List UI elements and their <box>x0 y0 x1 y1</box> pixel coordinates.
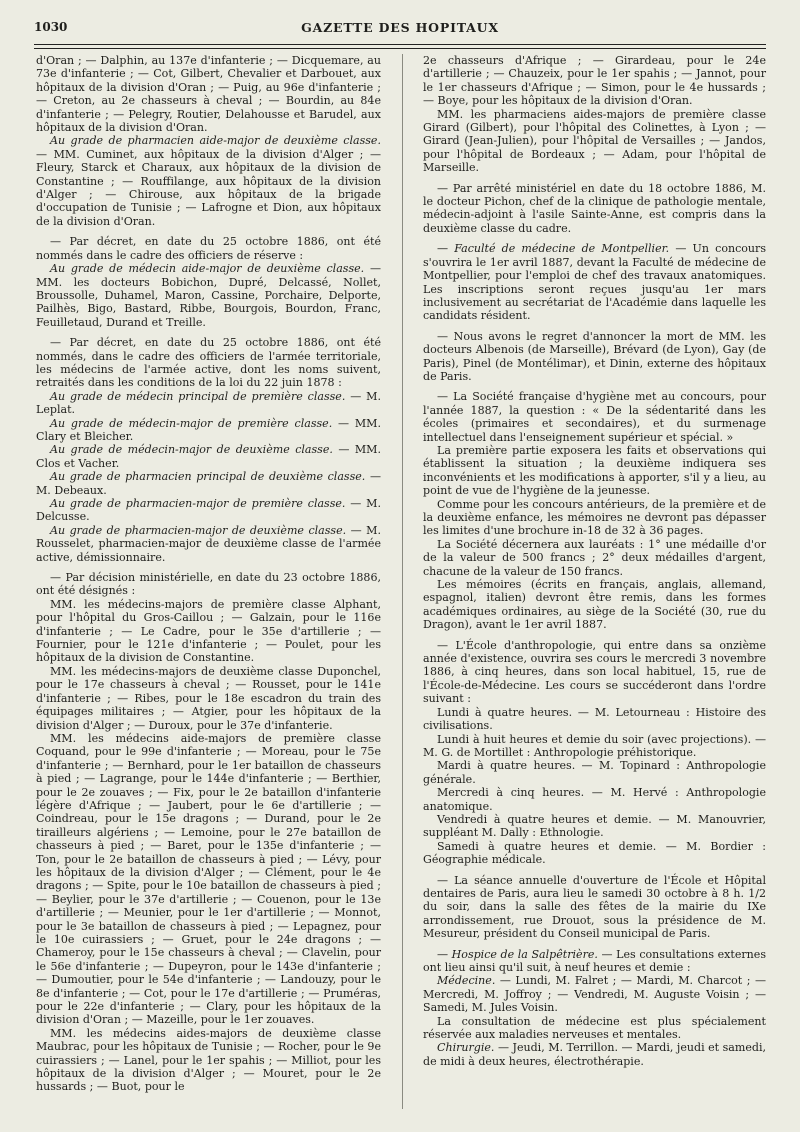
paragraph <box>423 1015 766 1042</box>
paragraph <box>423 498 766 538</box>
paragraph <box>36 598 381 665</box>
paragraph-text: — Nous avons le regret d'annoncer la mort de MM. les docteurs Albenois (de Marseille), Brévard (de Lyon), Gay (de Paris), Pinel (de Montélimar), et Dinin, externe des hôpitaux de Paris. <box>423 329 766 383</box>
paragraph-text: d'Oran ; — Dalphin, au 137e d'infanterie ; — Dicquemare, au 73e d'infanterie ; — Cot, Gilbert, Chevalier et Darbouet, aux hôpitaux de la division d'Oran ; — Puig, au 96e d'infanterie ; — Creton, au 2e chasseurs à cheval ; — Bourdin, au 84e d'infanterie ; — Pelegry, Routier, Delahousse et Barudel, aux hôpitaux de la division d'Oran. <box>36 54 381 135</box>
paragraph-lead: Chirurgie. <box>437 1041 495 1055</box>
paragraph-text: — M. Debeaux. <box>36 470 381 497</box>
paragraph-text: — MM. Clary et Bleicher. <box>36 416 381 443</box>
paragraph-text: — M. Delcusse. <box>36 497 381 524</box>
paragraph <box>36 134 381 228</box>
paragraph <box>423 813 766 840</box>
paragraph-text: MM. les médecins-majors de deuxième classe Duponchel, pour le 17e chasseurs à cheval ; — Rousset, pour le 141e d'infanterie ; — Ribes, pour le 18e escadron du train des équipages militaires ; — Atgier, pour les hôpitaux de la division d'Alger ; — Duroux, pour le 37e d'infanterie. <box>36 664 381 732</box>
header-rule <box>34 44 766 49</box>
paragraph-text: Samedi à quatre heures et demie. — M. Bordier : Géographie médicale. <box>423 839 766 867</box>
paragraph <box>36 1027 381 1094</box>
paragraph-lead: Au grade de médecin principal de première classe. <box>50 389 346 403</box>
paragraph-text: MM. les médecins-majors de première classe Alphant, pour l'hôpital du Gros-Caillou ; — Galzain, pour le 116e d'infanterie ; — Le Cadre, pour le 35e d'artillerie ; — Fournier, pour le 121e d'infanterie ; — Poulet, pour les hôpitaux de la division de Constantine. <box>36 597 381 665</box>
paragraph-text: Mardi à quatre heures. — M. Topinard : Anthropologie générale. <box>423 759 766 786</box>
paragraph <box>423 948 766 975</box>
paragraph <box>423 639 766 706</box>
paragraph <box>423 759 766 786</box>
paragraph-text: — M. Leplat. <box>36 389 381 417</box>
paragraph-text: La Société décernera aux lauréats : 1° une médaille d'or de la valeur de 500 francs ; 2° deux médailles d'argent, chacune de la valeur de 150 francs. <box>423 537 766 578</box>
paragraph-lead: Au grade de pharmacien aide-major de deuxième classe. <box>50 134 381 148</box>
paragraph-lead: Au grade de médecin-major de première classe. <box>50 416 333 430</box>
paragraph-text: Les mémoires (écrits en français, anglais, allemand, espagnol, italien) devront être remis, dans les formes académiques ordinaires, au siège de la Société (30, rue du Dragon), avant le 1er avril 1887. <box>423 578 766 632</box>
paragraph-text: — Les consultations externes ont lieu ainsi qu'il suit, à neuf heures et demie : <box>423 947 766 974</box>
paragraph-lead: Médecine. <box>437 974 496 988</box>
paragraph <box>36 443 381 470</box>
paragraph-lead: Au grade de pharmacien-major de première classe. <box>50 497 346 510</box>
paragraph <box>36 262 381 329</box>
paragraph <box>423 874 766 941</box>
paragraph-text: MM. les médecins aide-majors de première classe Coquand, pour le 99e d'infanterie ; — Moreau, pour le 75e d'infanterie ; — Bernhard, pour le 1er bataillon de chasseurs à pied ; — Lagrange, pour le 144e d'infanterie ; — Berthier, pour le 2e zouaves ; — Fix, pour le 2e bataillon d'infanterie légère d'Afrique ; — Jaubert, pour le 6e d'artillerie ; — Coindreau, pour le 15e dragons ; — Durand, pour le 2e tirailleurs algériens ; — Lemoine, pour le 27e bataillon de chasseurs à pied ; — Baret, pour le 135e d'infanterie ; — Ton, pour le 2e bataillon de chasseurs à pied ; — Lévy, pour les hôpitaux de la division d'Alger ; — Clément, pour le 4e dragons ; — Spite, pour le 10e bataillon de chasseurs à pied ; — Beylier, pour le 37e d'artillerie ; — Couenon, pour le 13e d'artillerie ; — Meunier, pour le 1er d'artillerie ; — Monnot, pour le 3e bataillon de chasseurs à pied ; — Lepagnez, pour le 10e cuirassiers ; — Gruet, pour le 24e dragons ; — Chameroy, pour le 15e chasseurs à cheval ; — Clavelin, pour le 56e d'infanterie ; — Dupeyron, pour le 143e d'infanterie ; — Dumoutier, pour le 54e d'infanterie ; — Landouzy, pour le 8e d'infanterie ; — Cot, pour le 17e d'artillerie ; — Pruméras, pour le 22e d'infanterie ; — Clary, pour les hôpitaux de la division d'Oran ; — Mazeille, pour le 1er zouaves. <box>36 731 381 1027</box>
paragraph-text: Vendredi à quatre heures et demie. — M. Manouvrier, suppléant M. Dally : Ethnologie. <box>423 812 766 840</box>
paragraph-lead: Au grade de pharmacien-major de deuxième classe. <box>50 523 347 537</box>
paragraph-text: Lundi à quatre heures. — M. Letourneau : Histoire des civilisations. <box>423 705 766 733</box>
paragraph-text: La première partie exposera les faits et observations qui établissent la situation ; la deuxième indiquera ses inconvénients et les modifications à apporter, s'il y a lieu, au point de vue de l'hygiène de la jeunesse. <box>423 443 766 498</box>
paragraph-lead: Au grade de pharmacien principal de deuxième classe. <box>50 470 366 484</box>
paragraph-text: — Par arrêté ministériel en date du 18 octobre 1886, M. le docteur Pichon, chef de la clinique de pathologie mentale, médecin-adjoint à l'asile Sainte-Anne, est compris dans la deuxième classe du cadre. <box>423 181 766 235</box>
paragraph <box>36 524 381 564</box>
paragraph-text: La consultation de médecine est plus spécialement réservée aux maladies nerveuses et mentales. <box>423 1014 766 1042</box>
paragraph <box>423 330 766 384</box>
paragraph-text: — Par décision ministérielle, en date du 23 octobre 1886, ont été désignés : <box>36 571 381 598</box>
paragraph-text: — MM. Clos et Vacher. <box>36 443 381 470</box>
paragraph <box>423 538 766 578</box>
paragraph <box>423 54 766 108</box>
paragraph-lead: — Hospice de la Salpêtrière. <box>437 947 598 961</box>
paragraph <box>36 665 381 732</box>
paragraph <box>36 390 381 417</box>
paragraph <box>423 733 766 760</box>
paragraph-lead: Au grade de médecin-major de deuxième classe. <box>50 443 333 457</box>
paragraph-text: — MM. Cuminet, aux hôpitaux de la division d'Alger ; — Fleury, Starck et Charaux, aux hôpitaux de la division de Constantine ; — Rouffilange, aux hôpitaux de la division d'Alger ; — Chirouse, aux hôpitaux de la brigade d'occupation de Tunisie ; — Lafrogne et Dion, aux hôpitaux de la division d'Oran. <box>36 147 381 228</box>
paragraph <box>423 706 766 733</box>
paragraph <box>423 390 766 444</box>
right-column <box>423 54 766 1068</box>
paragraph <box>36 336 381 390</box>
running-title: GAZETTE DES HOPITAUX <box>301 20 499 35</box>
paragraph-text: — Lundi, M. Falret ; — Mardi, M. Charcot ; — Mercredi, M. Joffroy ; — Vendredi, M. Auguste Voisin ; — Samedi, M. Jules Voisin. <box>423 974 766 1015</box>
paragraph <box>36 54 381 134</box>
paragraph-text: 2e chasseurs d'Afrique ; — Girardeau, pour le 24e d'artillerie ; — Chauzeix, pour le 1er spahis ; — Jannot, pour le 1er chasseurs d'Afrique ; — Simon, pour le 4e hussards ; — Boye, pour les hôpitaux de la division d'Oran. <box>423 54 766 108</box>
paragraph-text: MM. les médecins aides-majors de deuxième classe Maubrac, pour les hôpitaux de Tunisie ; — Rocher, pour le 9e cuirassiers ; — Lanel, pour le 1er spahis ; — Milliot, pour les hôpitaux de la division d'Alger ; — Mouret, pour le 2e hussards ; — Buot, pour le <box>36 1026 381 1094</box>
paragraph <box>423 786 766 813</box>
paragraph <box>36 235 381 262</box>
paragraph-text: — Un concours s'ouvrira le 1er avril 1887, devant la Faculté de médecine de Montpellier, pour l'emploi de chef des travaux anatomiques. Les inscriptions seront reçues jusqu'au 1er mars inclusivement au secrétariat de l'Académie dans laquelle les candidats résident. <box>423 242 766 323</box>
paragraph <box>423 108 766 175</box>
paragraph <box>423 242 766 322</box>
paragraph <box>423 974 766 1014</box>
paragraph-text: — Par décret, en date du 25 octobre 1886, ont été nommés dans le cadre des officiers de réserve : <box>36 235 381 262</box>
paragraph-text: — La Société française d'hygiène met au concours, pour l'année 1887, la question : « De la sédentarité dans les écoles (primaires et secondaires), et du surmenage intellectuel dans l'enseignement supérieur et spécial. » <box>423 390 766 444</box>
page-header <box>34 18 766 42</box>
paragraph-text: Mercredi à cinq heures. — M. Hervé : Anthropologie anatomique. <box>423 786 766 813</box>
paragraph <box>36 497 381 524</box>
paragraph <box>36 417 381 444</box>
paragraph <box>36 732 381 1027</box>
paragraph-text: Lundi à huit heures et demie du soir (avec projections). — M. G. de Mortillet : Anthropologie préhistorique. <box>423 732 766 759</box>
paragraph-lead: — Faculté de médecine de Montpellier. <box>437 242 670 256</box>
paragraph-text: MM. les pharmaciens aides-majors de première classe Girard (Gilbert), pour l'hôpital des Colinettes, à Lyon ; — Girard (Jean-Julien), pour l'hôpital de Versailles ; — Jandos, pour l'hôpital de Bordeaux ; — Adam, pour l'hôpital de Marseille. <box>423 107 766 175</box>
paragraph-text: Comme pour les concours antérieurs, de la première et de la deuxième enfance, les mémoires ne devront pas dépasser les limites d'une brochure in-18 de 32 à 36 pages. <box>423 497 766 538</box>
left-column <box>36 54 381 1094</box>
paragraph-text: — M. Rousselet, pharmacien-major de deuxième classe de l'armée active, démissionnaire. <box>36 523 381 564</box>
paragraph-text: — Par décret, en date du 25 octobre 1886, ont été nommés, dans le cadre des officiers de l'armée territoriale, les médecins de l'armée active, dont les noms suivent, retraités dans les conditions de la loi du 22 juin 1878 : <box>36 336 381 390</box>
paragraph-text: — Jeudi, M. Terrillon. — Mardi, jeudi et samedi, de midi à deux heures, électrothérapie. <box>423 1041 766 1068</box>
paragraph <box>423 578 766 632</box>
paragraph-text: — La séance annuelle d'ouverture de l'École et Hôpital dentaires de Paris, aura lieu le samedi 30 octobre à 8 h. 1/2 du soir, dans la salle des fêtes de la mairie du IXe arrondissement, rue Drouot, sous la présidence de M. Mesureur, président du Conseil municipal de Paris. <box>423 873 766 941</box>
paragraph <box>423 182 766 236</box>
paragraph <box>423 840 766 867</box>
column-divider <box>402 54 403 1109</box>
paragraph-lead: Au grade de médecin aide-major de deuxième classe. <box>50 262 365 276</box>
paragraph <box>423 1041 766 1068</box>
paragraph-text: — MM. les docteurs Bobichon, Dupré, Delcassé, Nollet, Broussolle, Duhamel, Maron, Cassine, Porchaire, Delporte, Pailhès, Bigo, Bastard, Ribbe, Bourgois, Bourdon, Franc, Feuilletaud, Durand et Treille. <box>36 262 381 329</box>
paragraph <box>36 470 381 497</box>
paragraph-text: — L'École d'anthropologie, qui entre dans sa onzième année d'existence, ouvrira ses cours le mercredi 3 novembre 1886, à cinq heures, dans son local habituel, 15, rue de l'École-de-Médecine. Les cours se succéderont dans l'ordre suivant : <box>423 638 766 706</box>
paragraph <box>36 571 381 598</box>
page-number: 1030 <box>34 20 68 34</box>
paragraph <box>423 444 766 498</box>
